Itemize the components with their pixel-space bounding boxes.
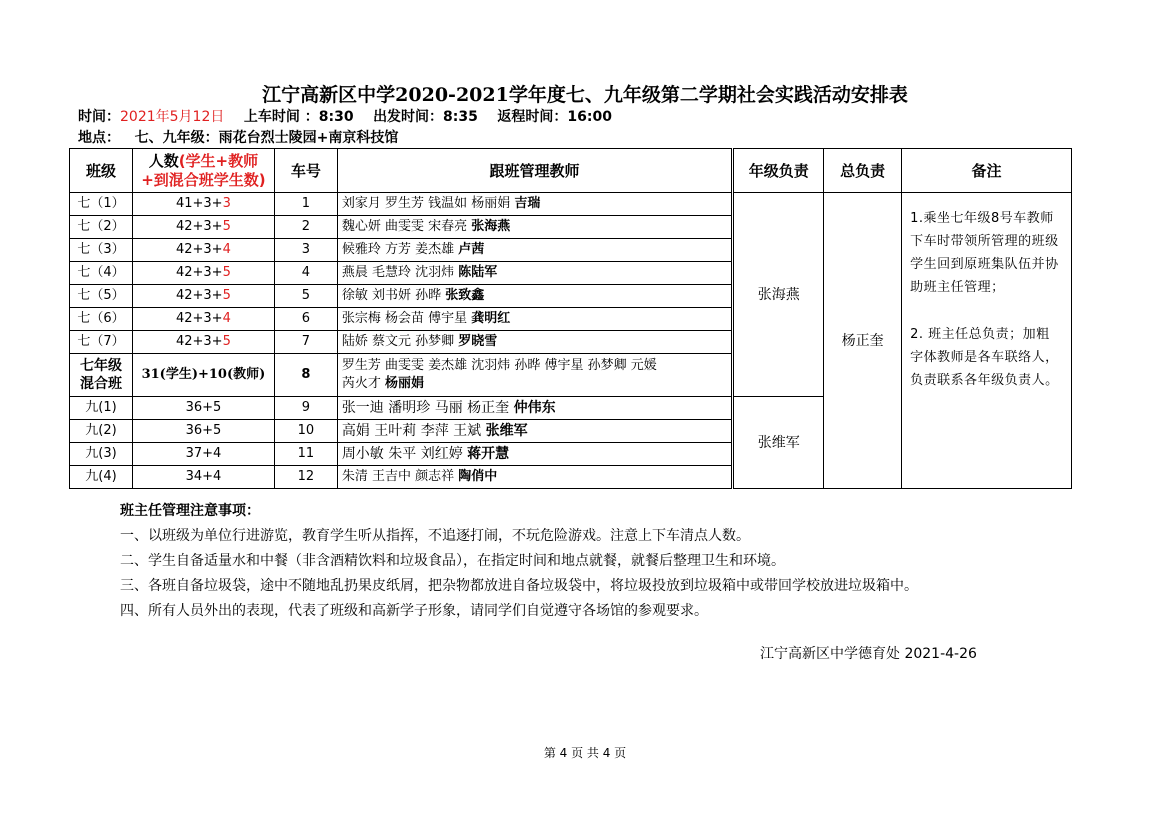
schedule-table (69, 148, 1072, 489)
row-contact-teacher: 卢茜 (458, 242, 485, 257)
issuer-signature: 江宁高新区中学德育处 2021-4-26 (760, 646, 977, 662)
row-bus: 12 (274, 466, 337, 489)
mixed-class (70, 354, 133, 397)
row-count (132, 216, 274, 239)
row-bus: 4 (274, 262, 337, 285)
row-teacher-names: 候雅玲 方芳 姜杰雄 (341, 242, 459, 257)
note-item-4: 四、所有人员外出的表现，代表了班级和高新学子形象，请同学们自觉遵守各场馆的参观要求。 (120, 603, 708, 619)
row-contact-teacher: 陈陆军 (458, 265, 498, 280)
header-grade-lead: 年级负责 (733, 149, 824, 193)
row-count (132, 285, 274, 308)
management-notes (120, 499, 918, 624)
row-teachers (337, 308, 732, 331)
row-count-extra: 4 (222, 311, 231, 326)
return-time: 返程时间：16:00 (497, 109, 612, 125)
row-teacher-names: 刘家月 罗生芳 钱温如 杨丽娟 (341, 196, 515, 211)
row-count-base: 42+3+ (175, 265, 223, 280)
row-class: 七（7） (70, 331, 133, 354)
page-footer: 第 4 页 共 4 页 (543, 746, 627, 760)
row-teachers (337, 262, 732, 285)
row-bus: 2 (274, 216, 337, 239)
mixed-teachers-line1: 罗生芳 曲雯雯 姜杰雄 沈羽炜 孙晔 傅宇星 孙梦卿 元媛 (341, 358, 657, 373)
header-chief: 总负责 (824, 149, 902, 193)
row-class: 九(2) (70, 420, 133, 443)
page-title: 江宁高新区中学2020-2021学年度七、九年级第二学期社会实践活动安排表 (262, 84, 908, 106)
location-text: 七、九年级：雨花台烈士陵园+南京科技馆 (134, 130, 399, 146)
row-count-extra: 3 (222, 196, 231, 211)
row-teachers (337, 285, 732, 308)
row-bus: 7 (274, 331, 337, 354)
row-count: 37+4 (132, 443, 274, 466)
mixed-teacher-names: 芮火才 (341, 376, 385, 391)
remark-1: 1.乘坐七年级8号车教师下车时带领所管理的班级学生回到原班集队伍并协助班主任管理； (910, 211, 1059, 295)
activity-date: 2021年5月12日 (120, 109, 225, 125)
header-count-main: 人数 (148, 151, 179, 170)
row-count: 36+5 (132, 420, 274, 443)
remark-2: 2. 班主任总负责；加粗字体教师是各车联络人，负责联系各年级负责人。 (910, 327, 1059, 388)
schedule-times (78, 106, 612, 126)
row-contact-teacher: 张维军 (485, 423, 528, 439)
row-contact-teacher: 仲伟东 (513, 400, 556, 416)
mixed-teachers-line2 (342, 375, 727, 393)
row-bus: 10 (274, 420, 337, 443)
row-teachers (337, 420, 732, 443)
row-count-extra: 5 (222, 334, 231, 349)
mixed-bus: 8 (274, 354, 337, 397)
mixed-class-line2: 混合班 (79, 376, 122, 392)
table-header-row (70, 149, 1072, 193)
row-count-base: 42+3+ (175, 242, 223, 257)
row-count-base: 42+3+ (175, 334, 223, 349)
row-class: 七（6） (70, 308, 133, 331)
remarks-cell (902, 193, 1072, 489)
row-teacher-names: 陆娇 蔡文元 孙梦卿 (341, 334, 459, 349)
row-count: 36+5 (132, 397, 274, 420)
row-bus: 1 (274, 193, 337, 216)
row-teacher-names: 周小敏 朱平 刘红婷 (341, 446, 468, 462)
row-teacher-names: 高娟 王叶莉 李萍 王斌 (341, 423, 486, 439)
row-teachers (337, 466, 732, 489)
board-time: 上车时间 ：8:30 (243, 109, 354, 125)
mixed-class-line1: 七年级 (79, 358, 122, 374)
row-contact-teacher: 蒋开慧 (467, 446, 510, 462)
time-label: 时间： (78, 109, 120, 125)
row-teacher-names: 朱清 王吉中 颜志祥 (341, 469, 459, 484)
row-class: 七（3） (70, 239, 133, 262)
row-count (132, 262, 274, 285)
depart-time: 出发时间：8:35 (373, 109, 478, 125)
location-line (78, 127, 398, 147)
row-teachers (337, 443, 732, 466)
row-contact-teacher: 张海燕 (471, 219, 511, 234)
row-count-extra: 4 (222, 242, 231, 257)
grade-lead-9: 张维军 (733, 397, 824, 489)
row-class: 七（1） (70, 193, 133, 216)
notes-title: 班主任管理注意事项： (120, 503, 260, 519)
location-label: 地点： (78, 130, 120, 146)
row-contact-teacher: 吉瑞 (514, 196, 541, 211)
row-teachers (337, 331, 732, 354)
row-count-extra: 5 (222, 265, 231, 280)
row-teachers (337, 239, 732, 262)
row-bus: 5 (274, 285, 337, 308)
header-remarks: 备注 (902, 149, 1072, 193)
mixed-count: 31(学生)+10(教师) (132, 354, 274, 397)
row-teacher-names: 张一迪 潘明珍 马丽 杨正奎 (341, 400, 514, 416)
row-count-base: 42+3+ (175, 311, 223, 326)
row-bus: 3 (274, 239, 337, 262)
row-teacher-names: 徐敏 刘书妍 孙晔 (341, 288, 446, 303)
row-class: 九(1) (70, 397, 133, 420)
header-teachers: 跟班管理教师 (337, 149, 732, 193)
row-bus: 6 (274, 308, 337, 331)
row-bus: 9 (274, 397, 337, 420)
row-count (132, 193, 274, 216)
row-teacher-names: 燕晨 毛慧玲 沈羽炜 (341, 265, 459, 280)
row-teachers (337, 397, 732, 420)
row-count-extra: 5 (222, 219, 231, 234)
header-bus: 车号 (274, 149, 337, 193)
header-count-note: (学生+教师+到混合班学生数) (141, 151, 266, 189)
row-teachers (337, 216, 732, 239)
row-teachers (337, 193, 732, 216)
row-count-base: 42+3+ (175, 288, 223, 303)
row-class: 七（5） (70, 285, 133, 308)
header-count (132, 149, 274, 193)
row-teacher-names: 魏心妍 曲雯雯 宋春亮 (341, 219, 472, 234)
row-contact-teacher: 罗晓雪 (458, 334, 498, 349)
row-class: 九(4) (70, 466, 133, 489)
row-class: 九(3) (70, 443, 133, 466)
note-item-1: 一、以班级为单位行进游览，教育学生听从指挥，不追逐打闹，不玩危险游戏。注意上下车清点人数。 (120, 528, 750, 544)
row-bus: 11 (274, 443, 337, 466)
row-contact-teacher: 龚明红 (471, 311, 511, 326)
grade-lead-7: 张海燕 (733, 193, 824, 397)
mixed-contact-teacher: 杨丽娟 (384, 376, 424, 391)
row-count: 34+4 (132, 466, 274, 489)
row-teacher-names: 张宗梅 杨会苗 傅宇星 (341, 311, 472, 326)
note-item-2: 二、学生自备适量水和中餐（非含酒精饮料和垃圾食品），在指定时间和地点就餐，就餐后整理卫生和环境。 (120, 553, 785, 569)
row-count (132, 308, 274, 331)
row-contact-teacher: 陶俏中 (458, 469, 498, 484)
chief-lead: 杨正奎 (824, 193, 902, 489)
row-count-extra: 5 (222, 288, 231, 303)
row-count-base: 41+3+ (175, 196, 223, 211)
table-row (70, 193, 1072, 216)
row-count (132, 239, 274, 262)
note-item-3: 三、各班自备垃圾袋，途中不随地乱扔果皮纸屑，把杂物都放进自备垃圾袋中，将垃圾投放到垃圾箱中或带回学校放进垃圾箱中。 (120, 578, 918, 594)
row-contact-teacher: 张致鑫 (445, 288, 485, 303)
row-class: 七（4） (70, 262, 133, 285)
row-count-base: 42+3+ (175, 219, 223, 234)
header-class: 班级 (70, 149, 133, 193)
row-class: 七（2） (70, 216, 133, 239)
row-count (132, 331, 274, 354)
mixed-teachers (337, 354, 732, 397)
